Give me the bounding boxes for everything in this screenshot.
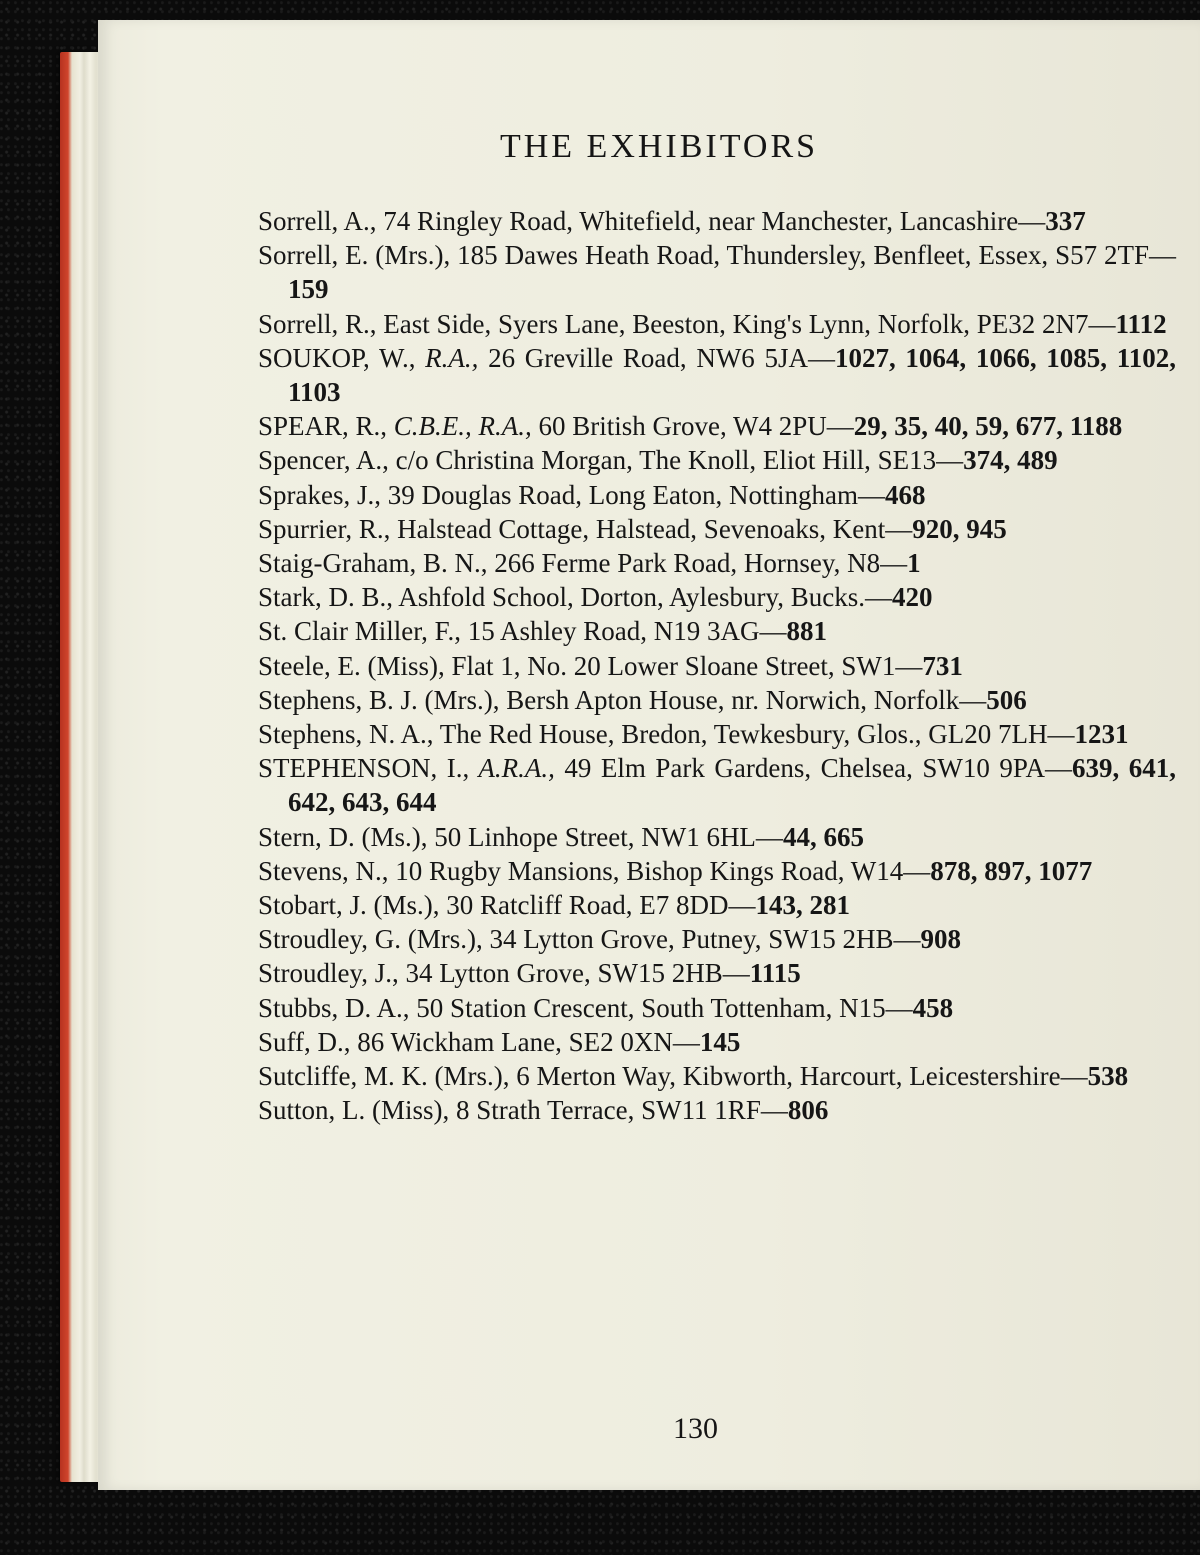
exhibitor-entry: St. Clair Miller, F., 15 Ashley Road, N19 3AG—881 [258,616,828,647]
exhibitor-entry: Sorrell, E. (Mrs.), 185 Dawes Heath Road, Thundersley, Benfleet, Essex, S57 2TF—159 [258,240,1177,305]
exhibitor-entry: Stubbs, D. A., 50 Station Crescent, South Tottenham, N15—458 [258,992,954,1023]
exhibitor-entry: Staig-Graham, B. N., 266 Ferme Park Road, Hornsey, N8—1 [258,548,921,579]
exhibitor-entry: Stroudley, J., 34 Lytton Grove, SW15 2HB—1115 [258,958,801,989]
exhibitor-entry: Spencer, A., c/o Christina Morgan, The Knoll, Eliot Hill, SE13—374, 489 [258,445,1058,476]
exhibitor-entry: Sprakes, J., 39 Douglas Road, Long Eaton, Nottingham—468 [258,479,926,510]
exhibitor-entry: STEPHENSON, I., A.R.A., 49 Elm Park Gardens, Chelsea, SW10 9PA—639, 641, 642, 643, 644 [258,753,1177,818]
exhibitor-entry: Stephens, N. A., The Red House, Bredon, Tewkesbury, Glos., GL20 7LH—1231 [258,719,1129,750]
exhibitor-entry: Steele, E. (Miss), Flat 1, No. 20 Lower Sloane Street, SW1—731 [258,650,963,681]
exhibitor-entry: Stobart, J. (Ms.), 30 Ratcliff Road, E7 8DD—143, 281 [258,890,850,921]
exhibitor-entry: SOUKOP, W., R.A., 26 Greville Road, NW6 5JA—1027, 1064, 1066, 1085, 1102, 1103 [258,342,1176,408]
exhibitor-entry: Sutcliffe, M. K. (Mrs.), 6 Merton Way, Kibworth, Harcourt, Leicestershire—538 [258,1061,1129,1092]
exhibitor-entry: Stern, D. (Ms.), 50 Linhope Street, NW1 6HL—44, 665 [258,821,864,852]
exhibitor-entry: Stevens, N., 10 Rugby Mansions, Bishop Kings Road, W14—878, 897, 1077 [258,855,1093,886]
exhibitor-entry: Stark, D. B., Ashfold School, Dorton, Aylesbury, Bucks.—420 [258,582,933,613]
page-title: THE EXHIBITORS [499,128,819,165]
exhibitor-entry: Sorrell, R., East Side, Syers Lane, Beeston, King's Lynn, Norfolk, PE32 2N7—1112 [258,308,1167,339]
exhibitor-entry: Stephens, B. J. (Mrs.), Bersh Apton House, nr. Norwich, Norfolk—506 [258,684,1027,715]
exhibitor-entry: Spurrier, R., Halstead Cottage, Halstead, Sevenoaks, Kent—920, 945 [258,513,1007,544]
exhibitor-entry: Sorrell, A., 74 Ringley Road, Whitefield, near Manchester, Lancashire—337 [258,206,1086,236]
exhibitor-entry: SPEAR, R., C.B.E., R.A., 60 British Grove, W4 2PU—29, 35, 40, 59, 677, 1188 [258,411,1123,442]
exhibitor-list [258,204,1176,1127]
page-number: 130 [673,1412,718,1445]
exhibitor-entry: Stroudley, G. (Mrs.), 34 Lytton Grove, Putney, SW15 2HB—908 [258,924,961,955]
exhibitor-entry: Sutton, L. (Miss), 8 Strath Terrace, SW11 1RF—806 [258,1095,829,1126]
exhibitor-entry: Suff, D., 86 Wickham Lane, SE2 0XN—145 [258,1026,741,1057]
